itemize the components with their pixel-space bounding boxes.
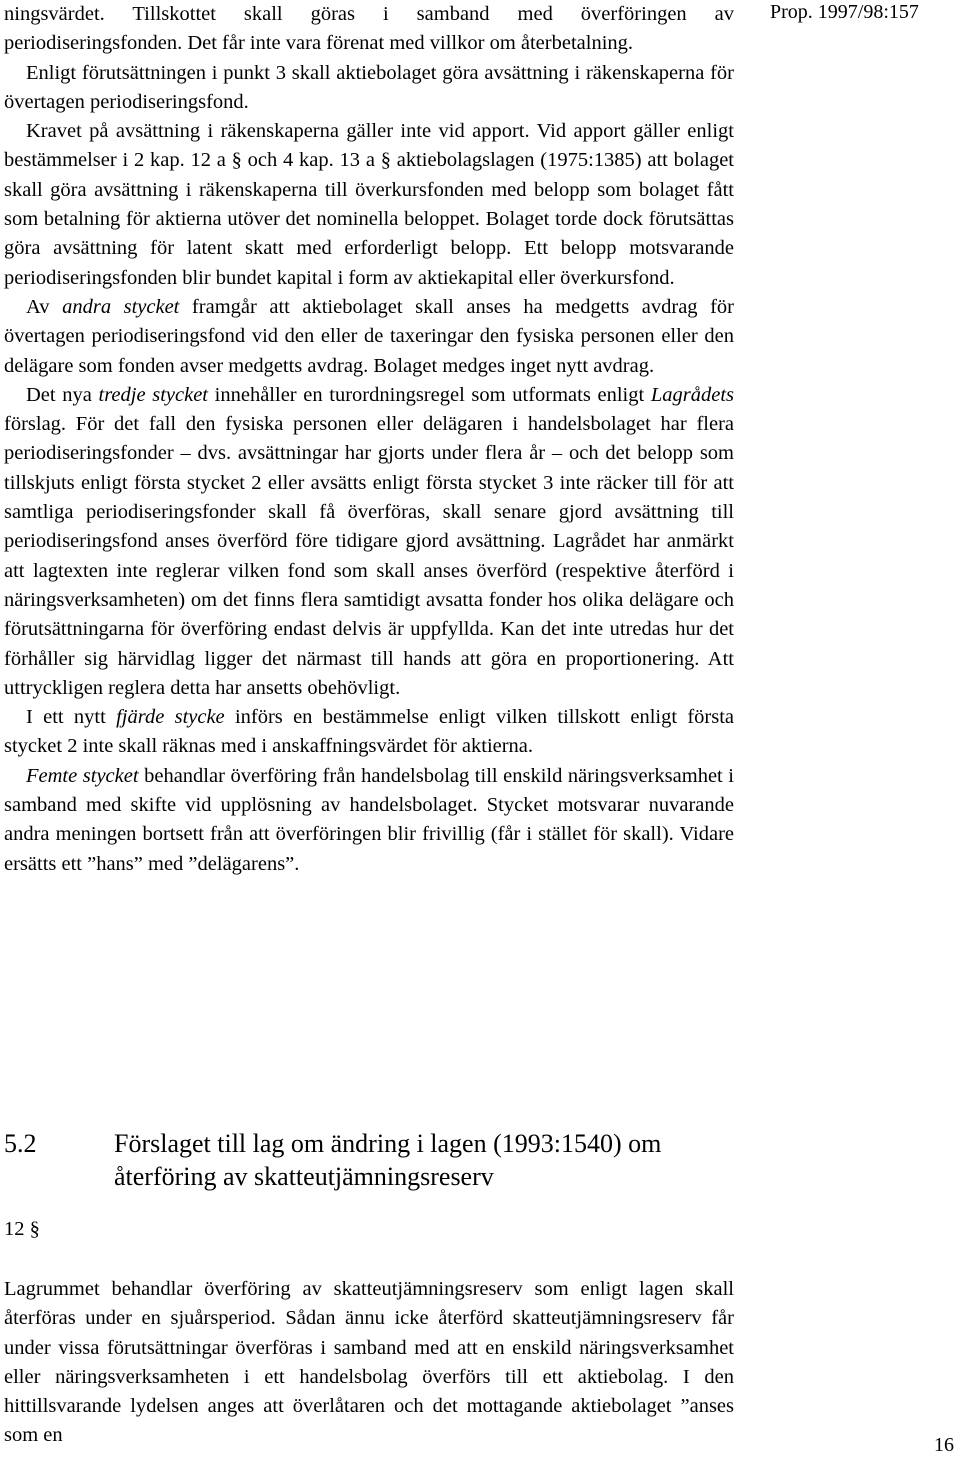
paragraph-4-rest: framgår att aktiebolaget skall anses ha medgetts avdrag för övertagen periodiseringsfond vid den eller de taxeringar den fysiska personen eller den delägare som fonden avser medgetts avdrag. Bolaget medges inget nytt avdrag. xyxy=(4,295,735,377)
paragraph-4 xyxy=(4,293,734,381)
paragraph-5-lead: Det nya xyxy=(26,383,99,406)
paragraph-6 xyxy=(4,703,734,762)
paragraph-1: ningsvärdet. Tillskottet skall göras i samband med överföringen av periodiseringsfonden. Det får inte vara förenat med villkor om återbetalning. xyxy=(4,3,734,55)
emphasis-femte-stycket: Femte stycket xyxy=(26,764,139,787)
paragraph-label: 12 § xyxy=(4,1218,40,1240)
emphasis-fjarde-stycke: fjärde stycke xyxy=(116,706,225,729)
paragraph-6-lead: I ett nytt xyxy=(26,706,117,729)
section-number: 5.2 xyxy=(4,1129,37,1158)
page-number: 16 xyxy=(934,1434,954,1456)
section-body xyxy=(4,1275,734,1451)
paragraph-2: Enligt förutsättningen i punkt 3 skall aktiebolaget göra avsättning i räkenskaperna för övertagen periodiseringsfond. xyxy=(4,61,734,113)
proposition-reference: Prop. 1997/98:157 xyxy=(770,1,919,23)
emphasis-tredje-stycket: tredje stycket xyxy=(98,383,208,406)
emphasis-lagradets: Lagrådets xyxy=(650,383,734,406)
paragraph-7 xyxy=(4,762,734,879)
paragraph-7-rest: behandlar överföring från handelsbolag till enskild näringsverksamhet i samband med skifte vid upplösning av handelsbolaget. Stycket motsvarar nuvarande andra meningen bortsett från att överföringen blir frivillig (får i stället för skall). Vidare ersätts ett ”hans” med ”delägarens”. xyxy=(4,764,734,875)
paragraph-3: Kravet på avsättning i räkenskaperna gäller inte vid apport. Vid apport gäller enligt bestämmelser i 2 kap. 12 a § och 4 kap. 13 a § aktiebolagslagen (1975:1385) att bolaget skall göra avsättning i räkenskaperna till överkursfonden med belopp som bolaget fått som betalning för aktierna utöver det nominella beloppet. Bolaget torde dock förutsättas göra avsättning för latent skatt med erforderligt belopp. Ett belopp motsvarande periodiseringsfonden blir bundet kapital i form av aktiekapital eller överkursfond. xyxy=(4,120,734,289)
section-paragraph: Lagrummet behandlar överföring av skatteutjämningsreserv som enligt lagen skall återföras under en sjuårsperiod. Sådan ännu icke återförd skatteutjämningsreserv får under vissa förutsättningar överföras i samband med att en enskild näringsverksamhet eller näringsverksamheten i ett handelsbolag överförs till ett aktiebolag. I den hittillsvarande lydelsen anges att överlåtaren och det mottagande aktiebolaget ”anses som en xyxy=(4,1278,734,1447)
paragraph-5 xyxy=(4,381,734,703)
paragraph-5-mid: innehåller en turordningsregel som utformats enligt xyxy=(208,383,651,406)
paragraph-5-rest: förslag. För det fall den fysiska personen eller delägaren i handelsbolaget har flera periodiseringsfonder – dvs. avsättningar har gjorts under flera år – och det belopp som tillskjuts enligt första stycket 2 eller avsätts enligt första stycket 3 inte räcker till för att samtliga periodiseringsfonder skall få överföras, skall senare gjord avsättning till periodiseringsfond anses överförd före tidigare gjord avsättning. Lagrådet har anmärkt att lagtexten inte reglerar vilken fond som skall anses överförd (respektive återförd i näringsverksamheten) om det finns flera samtidigt avsatta fonder hos olika delägare och förutsättningarna för överföring endast delvis är uppfyllda. Kan det inte utredas hur det förhåller sig härvidlag ligger det närmast till hands att göra en proportionering. Att uttryckligen reglera detta har ansetts obehövligt. xyxy=(4,413,734,699)
body-text xyxy=(4,0,734,879)
section-title: Förslaget till lag om ändring i lagen (1993:1540) om återföring av skatteutjämningsreserv xyxy=(114,1129,662,1191)
paragraph-6-rest: införs en bestämmelse enligt vilken tillskott enligt första stycket 2 inte skall räknas med i anskaffningsvärdet för aktierna. xyxy=(4,706,735,758)
emphasis-andra-stycket: andra stycket xyxy=(62,295,180,318)
paragraph-4-lead: Av xyxy=(26,295,63,318)
